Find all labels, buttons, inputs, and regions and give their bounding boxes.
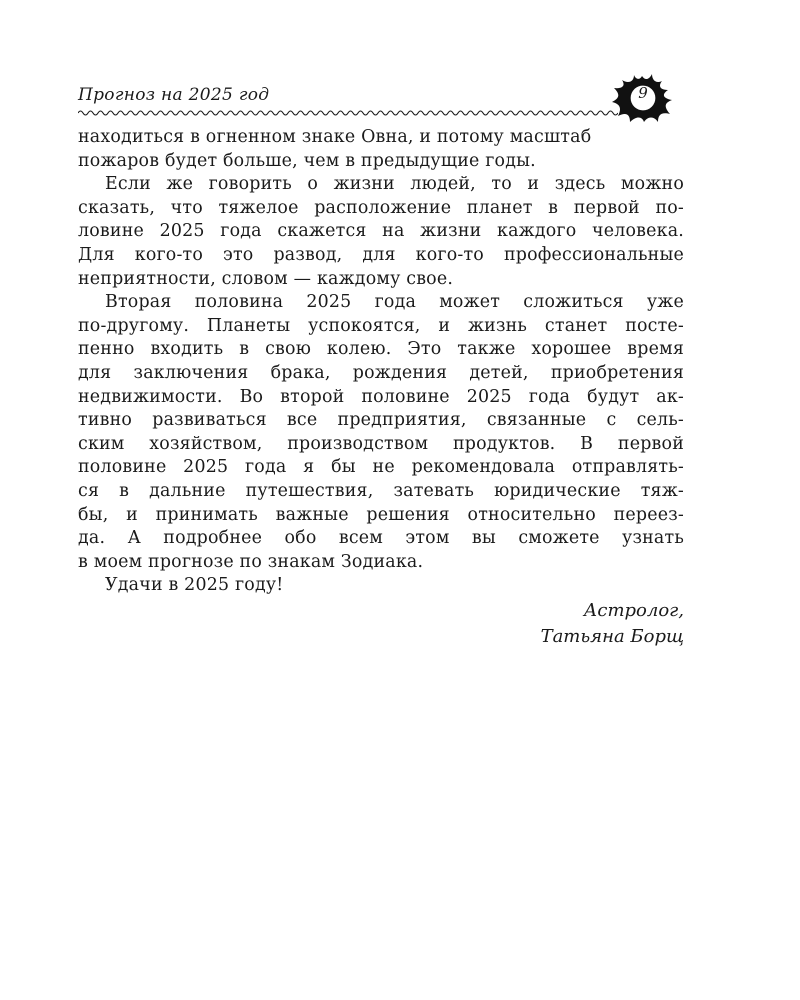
text-line: ским хозяйством, производством продуктов. В первой bbox=[78, 433, 684, 454]
text-line: ловине 2025 года скажется на жизни каждого человека. bbox=[78, 221, 684, 242]
text-line: неприятности, словом — каждому свое. bbox=[78, 268, 454, 289]
text-line: тивно развиваться все предприятия, связанные с сель- bbox=[78, 410, 684, 431]
text-line: половине 2025 года я бы не рекомендовала отправлять- bbox=[78, 457, 684, 478]
text-line: да. А подробнее обо всем этом вы сможете узнать bbox=[78, 528, 684, 549]
text-line: пожаров будет больше, чем в предыдущие годы. bbox=[78, 150, 536, 171]
text-line: сказать, что тяжелое расположение планет в первой по- bbox=[78, 197, 684, 218]
page-header bbox=[78, 70, 690, 120]
text-line: по-другому. Планеты успокоятся, и жизнь станет посте- bbox=[78, 315, 684, 336]
text-line: Если же говорить о жизни людей, то и здесь можно bbox=[105, 174, 684, 195]
signature-name: Татьяна Борщ bbox=[540, 626, 684, 647]
text-line: Вторая половина 2025 года может сложиться уже bbox=[105, 292, 684, 313]
text-line: Удачи в 2025 году! bbox=[105, 575, 284, 596]
text-line: ся в дальние путешествия, затевать юридические тяж- bbox=[78, 480, 684, 501]
text-line: Для кого-то это развод, для кого-то профессиональные bbox=[78, 244, 684, 265]
text-line: бы, и принимать важные решения относительно переез- bbox=[78, 504, 684, 525]
page-number: 9 bbox=[638, 84, 648, 102]
signature-role: Астролог, bbox=[583, 600, 684, 621]
running-title: Прогноз на 2025 год bbox=[78, 85, 270, 105]
text-line: в моем прогнозе по знакам Зодиака. bbox=[78, 551, 424, 572]
wavy-divider bbox=[78, 108, 618, 118]
signature bbox=[541, 598, 684, 650]
text-line: недвижимости. Во второй половине 2025 года будут ак- bbox=[78, 386, 684, 407]
text-line: для заключения брака, рождения детей, приобретения bbox=[78, 362, 684, 383]
text-line: пенно входить в свою колею. Это также хорошее время bbox=[78, 339, 684, 360]
body-text bbox=[78, 126, 684, 598]
text-line: находиться в огненном знаке Овна, и потому масштаб bbox=[78, 127, 592, 147]
